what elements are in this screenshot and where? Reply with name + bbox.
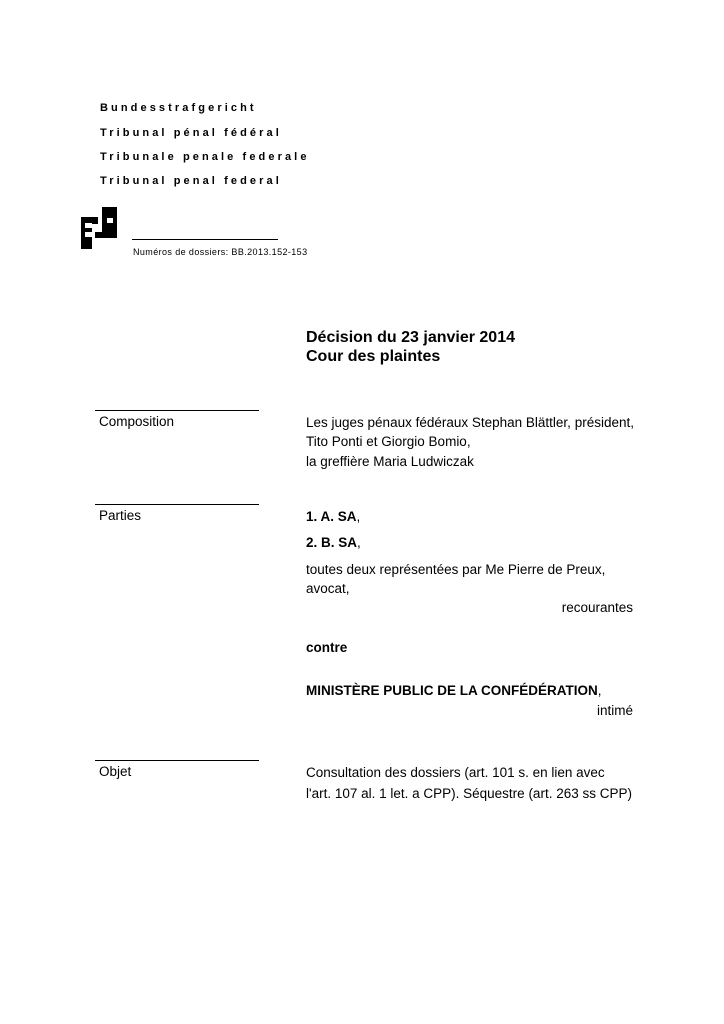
party-1-separator: , xyxy=(356,509,361,524)
representation-line: avocat, xyxy=(306,581,350,596)
parties-label: Parties xyxy=(99,508,142,523)
party-2 xyxy=(306,535,361,551)
role-appellants: recourantes xyxy=(561,600,633,615)
party-1-name: 1. A. SA xyxy=(306,509,357,524)
objet-line: l'art. 107 al. 1 let. a CPP). Séquestre (art. 263 ss CPP) xyxy=(306,786,632,801)
court-chamber-title: Cour des plaintes xyxy=(306,348,441,365)
objet-divider xyxy=(95,760,259,761)
composition-divider xyxy=(95,410,259,411)
header-divider xyxy=(132,239,278,240)
parties-divider xyxy=(95,504,259,505)
decision-title: Décision du 23 janvier 2014 xyxy=(306,329,515,346)
court-name-french: Tribunal pénal fédéral xyxy=(100,127,282,139)
objet-label: Objet xyxy=(99,764,132,779)
role-respondent: intimé xyxy=(596,703,633,718)
composition-line: la greffière Maria Ludwiczak xyxy=(306,454,474,469)
versus-label: contre xyxy=(306,640,348,655)
court-logo-icon xyxy=(81,207,117,249)
party-1 xyxy=(306,509,360,525)
party-2-name: 2. B. SA xyxy=(306,535,358,550)
composition-label: Composition xyxy=(99,414,175,429)
dossier-numbers: Numéros de dossiers: BB.2013.152-153 xyxy=(133,247,308,257)
court-name-italian: Tribunale penale federale xyxy=(100,151,310,163)
composition-line: Tito Ponti et Giorgio Bomio, xyxy=(306,434,471,449)
party-2-separator: , xyxy=(357,535,361,550)
composition-line: Les juges pénaux fédéraux Stephan Blättler, président, xyxy=(306,415,634,430)
respondent xyxy=(306,683,602,699)
objet-line: Consultation des dossiers (art. 101 s. en lien avec xyxy=(306,765,605,780)
court-name-german: Bundesstrafgericht xyxy=(100,102,257,114)
court-name-romansh: Tribunal penal federal xyxy=(100,175,282,187)
respondent-separator: , xyxy=(597,683,602,698)
representation-line: toutes deux représentées par Me Pierre de Preux, xyxy=(306,562,606,577)
respondent-name: MINISTÈRE PUBLIC DE LA CONFÉDÉRATION xyxy=(306,683,598,698)
